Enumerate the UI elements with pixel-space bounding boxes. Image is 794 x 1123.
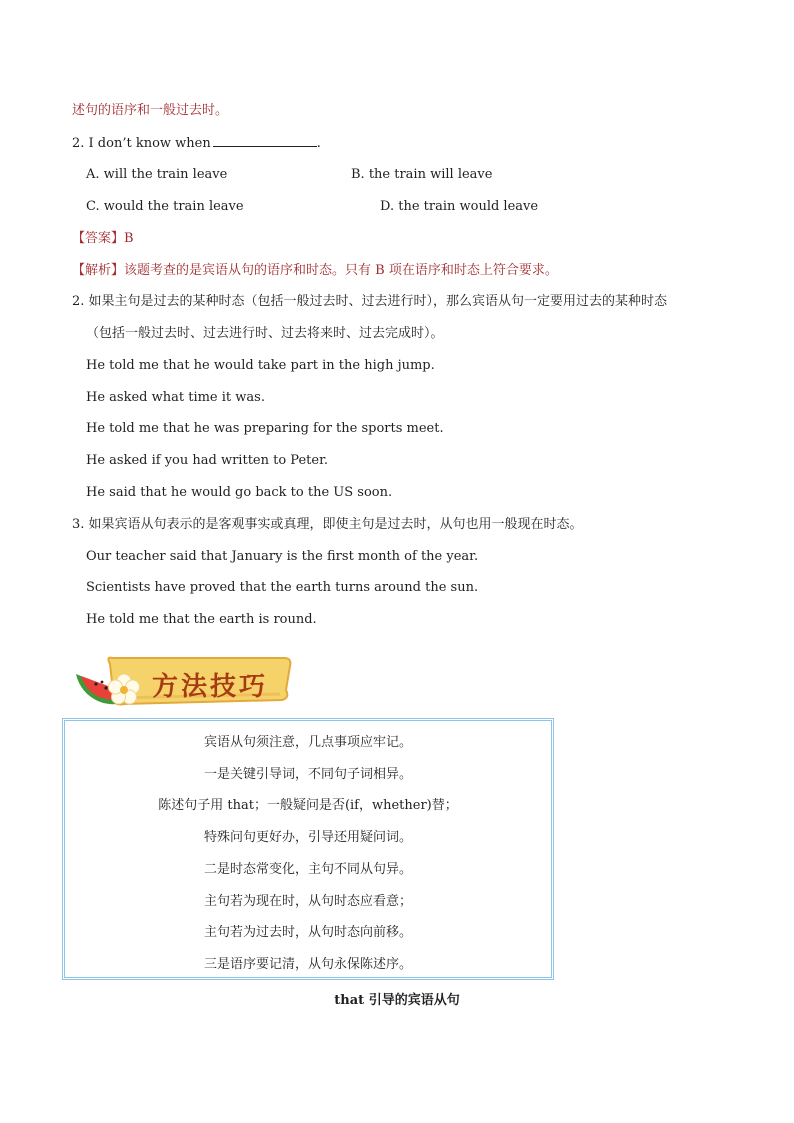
rule2-example: He said that he would go back to the US soon. <box>86 485 393 500</box>
analysis-label: 【解析】 <box>72 263 125 278</box>
tips-box <box>62 718 554 980</box>
tip-line: 主句若为过去时，从句时态向前移。 <box>203 925 412 940</box>
rule2-example: He asked what time it was. <box>86 390 265 405</box>
question-text: 2. I don’t know when <box>72 136 211 151</box>
tip-line: 三是语序要记清，从句永保陈述序。 <box>203 957 412 972</box>
rule3-example: Our teacher said that January is the first month of the year. <box>86 549 479 564</box>
banner-title: 方法技巧 <box>152 672 269 702</box>
option-c: C. would the train leave <box>86 199 244 214</box>
analysis-line <box>72 262 558 280</box>
tip-line: 二是时态常变化，主句不同从句异。 <box>203 862 412 877</box>
tip-line: 陈述句子用 that；一般疑问是否(if，whether)替； <box>158 798 458 813</box>
question-line <box>72 134 321 153</box>
question-end: . <box>316 136 321 151</box>
intro-line: 述句的语序和一般过去时。 <box>72 103 229 118</box>
rule2-line1: 2. 如果主句是过去的某种时态（包括一般过去时、过去进行时），那么宾语从句一定要用过去的某种时态 <box>72 294 668 309</box>
option-b: B. the train will leave <box>351 167 493 182</box>
tip-line: 特殊问句更好办，引导还用疑问词。 <box>203 830 412 845</box>
answer-line <box>72 230 134 248</box>
rule2-example: He told me that he was preparing for the sports meet. <box>86 421 444 436</box>
answer-label: 【答案】 <box>72 231 125 246</box>
tip-line: 一是关键引导词，不同句子词相异。 <box>203 767 412 782</box>
answer-value: B <box>124 231 134 246</box>
rule2-example: He told me that he would take part in the high jump. <box>86 358 435 373</box>
section-caption: that 引导的宾语从句 <box>334 993 460 1008</box>
rule2-example: He asked if you had written to Peter. <box>86 453 328 468</box>
answer-blank <box>213 134 317 147</box>
rule2-line2: （包括一般过去时、过去进行时、过去将来时、过去完成时）。 <box>86 326 444 341</box>
rule3-line1: 3. 如果宾语从句表示的是客观事实或真理，即使主句是过去时，从句也用一般现在时态。 <box>72 517 583 532</box>
rule3-example: He told me that the earth is round. <box>86 612 317 627</box>
methods-banner <box>72 640 294 716</box>
option-a: A. will the train leave <box>86 167 228 182</box>
option-d: D. the train would leave <box>380 199 539 214</box>
analysis-text: 该题考查的是宾语从句的语序和时态。只有 B 项在语序和时态上符合要求。 <box>124 263 558 278</box>
tip-line: 主句若为现在时，从句时态应看意； <box>203 894 412 909</box>
tip-line: 宾语从句须注意，几点事项应牢记。 <box>203 735 412 750</box>
rule3-example: Scientists have proved that the earth turns around the sun. <box>86 580 479 595</box>
